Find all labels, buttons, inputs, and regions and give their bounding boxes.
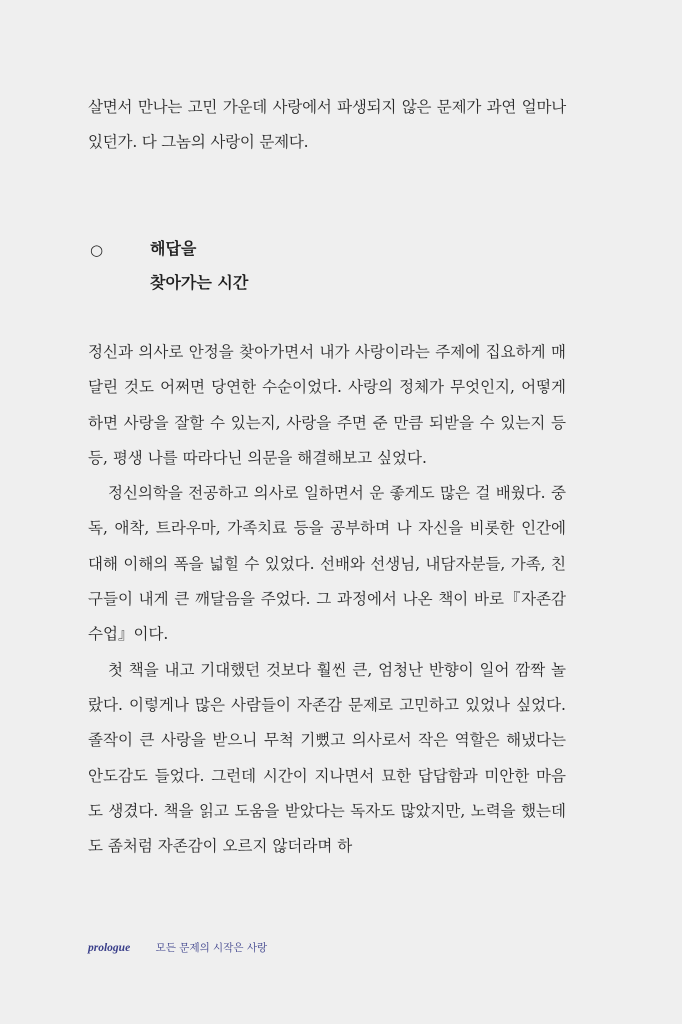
section-title-line-1: 해답을 — [150, 239, 197, 258]
section-title-line-2: 찾아가는 시간 — [150, 273, 249, 292]
body-paragraph-1: 정신과 의사로 안정을 찾아가면서 내가 사랑이라는 주제에 집요하게 매달린 것도 어쩌면 당연한 수순이었다. 사랑의 정체가 무엇인지, 어떻게 하면 사랑을 잘할 수 있는지, 사랑을 주면 준 만큼 되받을 수 있는지 등등, 평생 나를 따라다닌 의문을 해결해보고 싶었다. — [88, 343, 566, 467]
body-paragraph-3: 첫 책을 내고 기대했던 것보다 훨씬 큰, 엄청난 반향이 일어 깜짝 놀랐다. 이렇게나 많은 사람들이 자존감 문제로 고민하고 있었나 싶었다. 졸작이 큰 사랑을 받으니 무척 기뻤고 의사로서 작은 역할은 해냈다는 안도감도 들었다. 그런데 시간이 지나면서 묘한 답답함과 미안한 마음도 생겼다. 책을 읽고 도움을 받았다는 독자도 많았지만, 노력을 했는데도 좀처럼 자존감이 오르지 않더라며 하 — [88, 660, 566, 856]
section-title — [150, 232, 248, 300]
lead-paragraph: 살면서 만나는 고민 가운데 사랑에서 파생되지 않은 문제가 과연 얼마나 있던가. 다 그놈의 사랑이 문제다. — [88, 98, 566, 151]
footer-chapter-title: 모든 문제의 시작은 사랑 — [155, 942, 268, 954]
running-footer — [88, 938, 267, 958]
body-paragraph-2: 정신의학을 전공하고 의사로 일하면서 운 좋게도 많은 걸 배웠다. 중독, 애착, 트라우마, 가족치료 등을 공부하며 나 자신을 비롯한 인간에 대해 이해의 폭을 넓힐 수 있었다. 선배와 선생님, 내담자분들, 가족, 친구들이 내게 큰 깨달음을 주었다. 그 과정에서 나온 책이 바로『자존감 수업』이다. — [88, 484, 566, 644]
footer-section-label: prologue — [88, 942, 131, 954]
circle-marker-icon: ○ — [90, 241, 104, 259]
body-text — [88, 335, 566, 864]
